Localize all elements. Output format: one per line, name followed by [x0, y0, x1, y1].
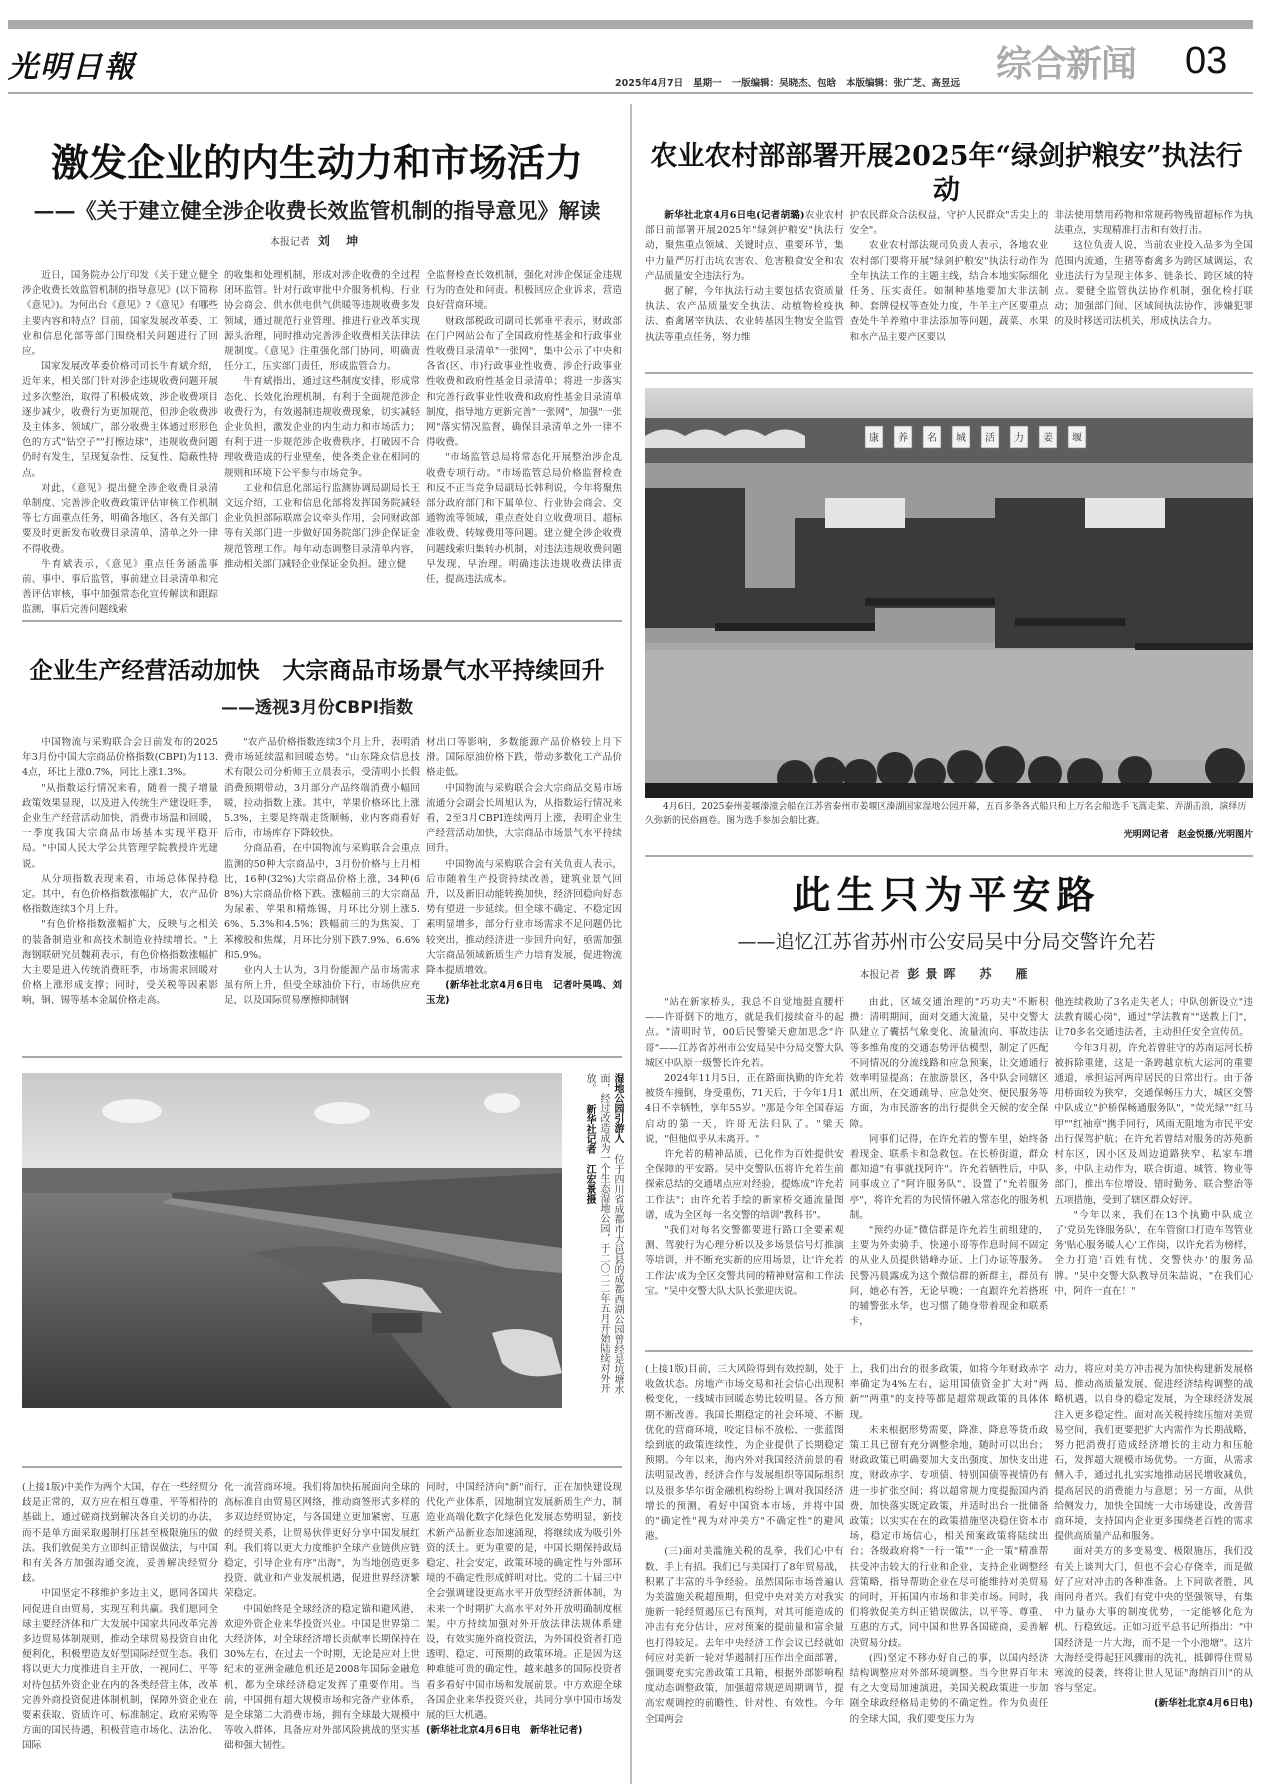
paragraph: 工业和信息化部运行监测协调局副局长王文远介绍，工业和信息化部将发挥国务院减轻企业负担部际联席会议牵头作用，会同财政部等有关部门进一步做好国务院部门涉企保证金规范管理工作。每年动态调整目录清单内容，推动相关部门减轻企业保证金负担。建立健	[224, 482, 420, 570]
article4-title: 此生只为平安路	[792, 872, 1101, 917]
article1-col2	[224, 268, 420, 608]
page-editors: 本版编辑：张广芝、高昱远	[846, 78, 961, 89]
paragraph: 未来根据形势需要，降准、降息等货币政策工具已留有充分调整余地，随时可以出台；财政政策已明确要加大支出强度、加快支出进度，财政赤字、专项债、特别国债等视情仍有进一步扩张空间；将以超常规力度提振国内消费，加快落实既定政策，并适时出台一批储备政策；以实实在在的政策措施坚决稳住资本市场，稳定市场信心，相关预案政策将陆续出台；各级政府将"一行一策""一企一策"精准帮扶受冲击较大的行业和企业，支持企业调整经营策略，指导帮助企业在尽可能维持对美贸易的同时，开拓国内市场和非美市场。同时，我们将敦促美方纠正错误做法，以平等、尊重、互惠的方式，同中国和世界各国磋商，妥善解决贸易分歧。	[849, 1424, 1049, 1649]
article5-body	[22, 1480, 622, 1780]
boat-festival-photo	[645, 388, 1253, 798]
wetland-park-image	[22, 1073, 562, 1408]
article3-body	[22, 735, 622, 1047]
paragraph: (四)坚定不移办好自己的事，以国内经济结构调整应对外部环境调整。当今世界百年未有之大变局加速演进，美国关税政策进一步加剧全球政经格局走势的不确定性。作为负责任的全球大国，我们要变压力为	[849, 1652, 1049, 1725]
article6-footer: (新华社北京4月6日电)	[1154, 1698, 1254, 1710]
paragraph: "预约办证"微信群是许允若生前组建的，主要为外卖骑手、快递小哥等作息时间不固定的从业人员提供错峰办证、上门办证等服务。民警冯晨露成为这个微信群的新群主，群员有问，她必有答，无论早晚；一直跟许允若搭班的辅警张永华，也习惯了随身带着现金和联系卡，	[849, 1225, 1049, 1328]
paragraph-text: 农业农村部日前部署开展2025年"绿剑护粮安"执法行动，聚焦重点领域、关键时点、重要环节，集中力量严厉打击坑农害农、危害粮食安全和农产品质量安全违法行为。	[645, 210, 844, 282]
paragraph: 国家发展改革委价格司司长牛育斌介绍，近年来，相关部门针对涉企违规收费问题开展过多次整治，取得了积极成效，涉企收费项目逐步减少，收费行为更加规范，但涉企收费涉及主体多、领域广，部分收费主体通过形形色色的方式"钻空子""打擦边球"，违规收费问题仍时有发生，呈现复杂性、反复性、隐蔽性特点。	[22, 361, 218, 479]
article5-col1	[22, 1480, 218, 1780]
byline-label: 本报记者	[859, 970, 900, 981]
article4-subtitle: ——追忆江苏省苏州市公安局吴中分局交警许允若	[737, 931, 1156, 953]
paragraph: "从指数运行情况来看，随着一揽子增量政策效果显现，以及进入传统生产建设旺季，企业生产经营活动加快，消费市场温和回暖，一季度我国大宗商品市场基本实现平稳开局。"中国人民大学公共管理学院教授许光建说。	[22, 782, 218, 870]
photo-credit: 新华社记者 江宏景摄	[584, 1104, 595, 1205]
paragraph: 中国始终是全球经济的稳定锚和避风港，欢迎外资企业来华投资兴业。中国是世界第二大经济体，对全球经济增长贡献率长期保持在30%左右，在过去一个时期，无论是应对上世纪末的亚洲金融危机还是2008年国际金融危机，都为全球经济稳定发挥了重要作用。当前，中国拥有超大规模市场和完备产业体系，是全球第二大消费市场，拥有全球最大规模中等收入群体，具备应对外部风险挑战的坚实基础和强大韧性。	[224, 1603, 420, 1752]
article2-col1	[645, 208, 844, 368]
article2-col2	[850, 208, 1049, 368]
paragraph: (上接1版)中美作为两个大国，存在一些经贸分歧是正常的，双方应在相互尊重、平等相待的基础上，通过磋商找到解决各自关切的办法，而不是单方面采取遏制打压甚至极限施压的做法。我们敦促美方立即纠正错误做法，与中国和有关各方加强沟通交流，妥善解决经贸分歧。	[22, 1482, 218, 1585]
paragraph: 今年3月初，许允若曾驻守的苏南运河长桥被拆除重建，这是一条跨越京杭大运河的重要通道，承担运河两岸居民的日常出行。由于备用桥面较为狭窄，交通保畅压力大，城区交警中队成立"护桥保畅通服务队"，"荧光绿""红马甲""红袖章"携手同行，风雨无阻地为市民平安出行保驾护航；在许允若曾结对服务的苏苑新村东区，因小区及周边道路狭窄、私家车增多，中队主动作为，联合街道、城管、物业等部门，推出车位增设、错时勤务、联合整治等五项措施，受到了辖区群众好评。	[1054, 1042, 1254, 1206]
paragraph: (上接1版)目前，三大风险得到有效控制，处于收敛状态。房地产市场交易和社会信心出现积极变化，一线城市回暖态势比较明显。各方预期不断改善。我国长期稳定的社会环境、不断优化的营商环境，咬定目标不放松、一张蓝图绘到底的政策连续性，为企业提供了长期稳定预期。今年以来，海内外对我国经济前景的看法明显改善，经济合作与发展组织等国际组织以及很多华尔街金融机构纷纷上调对我国经济增长的预测，看好中国资本市场，并将中国的"确定性"视为对冲美方"不确定性"的避风港。	[645, 1364, 844, 1543]
article1-byline	[8, 232, 626, 249]
newspaper-logo: 光明日報	[8, 50, 136, 85]
banner-char: 力	[1014, 433, 1024, 444]
section-rule	[645, 372, 1253, 374]
article4-byline	[640, 965, 1253, 982]
paragraph: 材出口等影响，多数能源产品价格较上月下滑。国际原油价格下跌，带动多数化工产品价格走低。	[426, 737, 622, 779]
banner-char: 康	[869, 433, 879, 444]
article3-title: 企业生产经营活动加快 大宗商品市场景气水平持续回升	[29, 657, 605, 684]
article6-col1	[645, 1362, 844, 1782]
column-divider	[630, 104, 632, 1784]
paragraph: 非法使用禁用药物和常规药物残留超标作为执法重点，实现精准打击和有效打击。	[1054, 210, 1254, 237]
paragraph: 同事们记得，在许允若的警车里，始终备着现金、联系卡和急救包。在长桥街道，群众都知道"有事就找阿许"。许允若牺牲后，中队同事成立了"阿许服务队"、设置了"允若服务亭"，将许允若的为民情怀融入常态化的服务机制。	[849, 1133, 1049, 1221]
paragraph: 分商品看，在中国物流与采购联合会重点监测的50种大宗商品中，3月份价格与上月相比，16种(32%)大宗商品价格上涨，34种(68%)大宗商品价格下跌。涨幅前三的大宗商品为尿素、苹果和精炼锡，月环比分别上涨5.6%、5.3%和4.5%；跌幅前三的为焦炭、丁苯橡胶和焦煤，月环比分别下跌7.9%、6.6%和5.9%。	[224, 843, 420, 961]
boat-festival-caption	[645, 800, 1253, 842]
paragraph: 许允若的精神品质，已化作为百姓提供安全保障的平安路。吴中交警队伍将许允若生前探索总结的交通堵点应对经验，提炼成"许允若工作法"；由许允若手绘的新家桥交通流量图谱，成为全区每一名交警的培训"教科书"。	[645, 1149, 844, 1221]
paragraph: 动力，将应对美方冲击视为加快构建新发展格局、推动高质量发展、促进经济结构调整的战略机遇，以自身的稳定发展，为全球经济发展注入更多稳定性。面对高关税持续压缩对美贸易空间，我们更要把扩大内需作为长期战略，努力把消费打造成经济增长的主动力和压舱石，发挥超大规模市场优势。一方面，从需求侧入手，通过扎扎实实地推动居民增收减负，提高居民的消费能力与意愿；另一方面，从供给侧发力，加快全国统一大市场建设，改善营商环境，支持国内企业更多围绕老百姓的需求提供高质量产品和服务。	[1054, 1364, 1254, 1543]
masthead-rule	[8, 92, 1253, 94]
byline-name: 刘 坤	[317, 234, 365, 248]
paragraph: 牛育斌表示，《意见》重点任务涵盖事前、事中、事后监管，事前建立目录清单和完善评估审核，事中加强常态化宣传解读和跟踪监测，事后完善问题线索	[22, 558, 218, 616]
section-rule	[22, 1466, 622, 1468]
paragraph: 中国物流与采购联合会日前发布的2025年3月份中国大宗商品价格指数(CBPI)为113.4点，环比上涨0.7%，同比上涨1.3%。	[22, 737, 218, 779]
caption-title: 湿地公园引游人	[612, 1073, 623, 1143]
article1-subtitle: ——《关于建立健全涉企收费长效监管机制的指导意见》解读	[33, 198, 601, 223]
article2-body	[645, 208, 1253, 368]
photo-credit: 光明网记者 赵金悦摄/光明图片	[1123, 830, 1253, 840]
wetland-park-caption	[568, 1073, 624, 1408]
article2-dateline: 新华社北京4月6日电(记者胡璐)	[664, 210, 805, 221]
section-rule	[645, 1350, 1253, 1352]
banner-char: 城	[956, 433, 966, 444]
paragraph: 中国物流与采购联合会大宗商品交易市场流通分会副会长周旭认为，从指数运行情况来看，2至3月CBPI连续两月上涨，表明企业生产经营活动加快，大宗商品市场景气水平持续回升。	[426, 782, 622, 855]
paragraph: "有色价格指数涨幅扩大，反映与之相关的装备制造业和高技术制造业持续增长。"上海钢联研究员魏莉表示，有色价格指数涨幅扩大主要是进入传统消费旺季，市场需求回暖对价格上涨形成支撑；同时，受关税等因素影响，铜、锡等基本金属价格走高。	[22, 919, 218, 1007]
byline-name: 彭景晖 苏 雁	[907, 967, 1034, 981]
paragraph: 由此，区域交通治理的"巧功夫"不断积攒：清明期间，面对交通大流量，吴中交警大队建立了囊括气象变化、流量流向、事故违法等多维角度的交通态势评估模型，制定了匹配不同情况的分流线路和应急预案，让交通通行效率明显提高；在旅游景区，各中队会同辖区派出所，在交通疏导、应急处突、便民服务等方面，为市民游客的出行提供全天候的安全保障。	[849, 997, 1049, 1130]
article3-footer: (新华社北京4月6日电 记者叶昊鸣、刘玉龙)	[426, 980, 622, 1007]
paragraph: "我们对每名交警都要进行路口全要素观测、驾驶行为心理分析以及多场景信号灯推演等培训，并不断充实新的应用场景，让'许允若工作法'成为全区交警共同的精神财富和工作法宝。"吴中交警大队大队长张迎庆说。	[645, 1225, 844, 1297]
section-rule	[645, 855, 1253, 857]
masthead-top-bar	[8, 20, 1253, 29]
article3-subtitle: ——透视3月份CBPI指数	[220, 698, 414, 718]
paragraph: 财政部税政司副司长郭垂平表示，财政部在门户网站公布了全国政府性基金和行政事业性收费目录清单"一张网"，集中公示了中央和各省(区、市)行政事业性收费、涉企行政事业性收费和政府性基金目录清单；将进一步落实和完善行政事业性收费和政府性基金目录清单制度，指导地方更新完善"一张网"，加强"一张网"落实情况监督，确保目录清单之外一律不得收费。	[426, 315, 622, 449]
page-number: 03	[1185, 40, 1228, 82]
paragraph	[645, 208, 844, 284]
section-name: 综合新闻	[996, 44, 1137, 85]
paragraph: 中国物流与采购联合会有关负责人表示，后市随着生产投资持续改善，建筑业景气回升，以及新旧动能转换加快，经济回稳向好态势有望进一步延续。但全球不确定、不稳定因素明显增多，部分行业市场需求不足问题仍比较突出，推动经济进一步回升向好，亟需加强大宗商品领域新质生产力培育发展，促进物流降本提质增效。	[426, 858, 622, 977]
article4-col3	[1054, 995, 1253, 1325]
banner-char: 名	[927, 433, 937, 444]
paragraph: (三)面对美滥施关税的乱拳，我们心中有数、手上有招。我们已与美国打了8年贸易战，积累了丰富的斗争经验。虽然国际市场普遍认为美滥施关税超预期，但党中央对美方对我实施新一轮经贸遏压已有预判，对其可能造成的冲击有充分估计，应对预案的提前量和富余量也打得较足。去年中央经济工作会议已经就如何应对美新一轮对华遏制打压作出全面部署，强调要充实完善政策工具箱，根据外部影响程度动态调整政策，加强超常规逆周期调节，提高宏观调控的前瞻性、针对性、有效性。今年全国两会	[645, 1546, 844, 1725]
front-page-editors: 一版编辑：吴晓杰、包晗	[731, 78, 837, 89]
banner-char: 养	[898, 433, 908, 444]
masthead-meta	[615, 75, 985, 89]
article5-col2	[224, 1480, 420, 1780]
paragraph: 业内人士认为，3月份能源产品市场需求虽有所上升，但受全球油价下行，市场供应充足，以及国际贸易摩擦抑制钢	[224, 965, 420, 1007]
paragraph: 中国坚定不移维护多边主义，愿同各国共同促进自由贸易，实现互利共赢。我们愿同全球主要经济体和广大发展中国家共同改革完善多边贸易体制规则，推动全球贸易投资自由化便利化，积极塑造友好型国际经贸生态。我们将以更大力度推进自主开放，一视同仁、平等对待包括外资企业在内的各类经营主体，改革完善外商投资促进体制机制，保障外资企业在要素获取、资质许可、标准制定、政府采购等方面的国民待遇，积极营造市场化、法治化、国际	[22, 1588, 218, 1752]
article6-col2	[850, 1362, 1049, 1782]
paragraph: 牛育斌指出，通过这些制度安排，形成常态化、长效化治理机制，有利于全面规范涉企收费行为，有效遏制违规收费现象，切实减轻企业负担，激发企业的内生动力和市场活力；有利于进一步规范涉企收费秩序，打破因不合理收费造成的行业壁垒，使各类企业在相同的规则和环境下公平参与市场竞争。	[224, 376, 420, 479]
issue-date: 2025年4月7日	[615, 78, 684, 89]
article1-col3	[426, 268, 622, 608]
wetland-park-photo	[22, 1073, 562, 1408]
paragraph: "今年以来，我们在13个执勤中队成立了'党员先锋服务队'，在车管窗口打造车驾管业务'贴心服务暖人心'工作岗，以许允若为榜样，全力打造'百姓有忧、交警快办'的服务品牌。"吴中交警大队教导员朱喆说，"在我们心中，阿许一直在！"	[1054, 1209, 1254, 1297]
banner-char: 姜	[1043, 433, 1053, 444]
paragraph: 他连续救助了3名走失老人；中队创新设立"违法教育暖心岗"，通过"学法教育""送教上门"，让70多名交通违法者，主动担任安全宣传员。	[1054, 997, 1254, 1039]
paragraph: 对此，《意见》提出健全涉企收费目录清单制度、完善涉企收费政策评估审核工作机制等七方面重点任务，明确各地区、各有关部门要及时更新发布收费目录清单，清单之外一律不得收费。	[22, 482, 218, 555]
section-rule	[22, 620, 622, 622]
boat-festival-image	[645, 388, 1253, 798]
article5-footer: (新华社北京4月6日电 新华社记者)	[426, 1725, 583, 1737]
article3-col1	[22, 735, 218, 1047]
paragraph: 全监督检查长效机制，强化对涉企保证金违规行为的查处和问责。积极回应企业诉求，营造良好营商环境。	[426, 270, 622, 312]
paragraph: 的收集和处理机制，形成对涉企收费的全过程闭环监管。针对行政审批中介服务机构、行业协会商会、供水供电供气供暖等违规收费多发领域，通过规范行业管理、推进行业改革实现源头治理，同时推动完善涉企收费相关法律法规制度。《意见》注重强化部门协同，明确责任分工，压实部门责任，形成监管合力。	[224, 270, 420, 373]
byline-label: 本报记者	[269, 237, 310, 248]
caption-text: 4月6日，2025泰州姜堰溱潼会船在江苏省泰州市姜堰区溱湖国家湿地公园开幕，五百多条各式船只和上万名会船选手飞篙走桨、弄湖击浪，演绎历久弥新的民俗画卷。图为选手参加会船比赛。	[645, 802, 1247, 826]
article4-col2	[849, 995, 1049, 1328]
paragraph: 上，我们出台的很多政策，如将今年财政赤字率确定为4%左右，运用国债资金扩大对"两新""两重"的支持等都是超常规政策的具体体现。	[849, 1364, 1049, 1421]
section-rule	[22, 1056, 622, 1058]
article1-body	[22, 268, 622, 616]
issue-weekday: 星期一	[693, 78, 722, 89]
paragraph: "站在新家桥头，我总不自觉地挺直腰杆——许哥倒下的地方，就是我们接续奋斗的起点。"清明时节，00后民警梁天愈加思念"许哥"——江苏省苏州市公安局吴中分局交警大队城区中队原一级警长许允若。	[645, 997, 844, 1069]
paragraph: 面对美方的多变易变、极限施压，我们没有关上谈判大门，但也不会心存侥幸，而是做好了应对冲击的各种准备。上下同欲者胜，风雨同舟者兴。我们有党中央的坚强领导，有集中力量办大事的制度优势，一定能够化危为机、行稳致远。正如习近平总书记所指出："中国经济是一片大海，而不是一个小池塘"。这片大海经受得起狂风骤雨的洗礼，抵御得住贸易寒流的侵袭，终将让世人见证"海纳百川"的从容与坚定。	[1054, 1546, 1254, 1695]
article3-col3	[426, 735, 622, 1047]
banner-char: 堰	[1072, 433, 1082, 444]
article4-col1	[645, 995, 844, 1325]
paragraph: 近日，国务院办公厅印发《关于建立健全涉企收费长效监管机制的指导意见》(以下简称《意见》)。为何出台《意见》?《意见》有哪些主要内容和特点？目前，国家发展改革委、工业和信息化部等部门围绕相关问题进行了回应。	[22, 270, 218, 358]
article5-col3	[426, 1480, 622, 1780]
paragraph: 据了解，今年执法行动主要包括农资质量执法、农产品质量安全执法、动植物检疫执法、畜禽屠宰执法、农业转基因生物安全监管执法等重点任务，努力维	[645, 286, 844, 343]
paragraph: "农产品价格指数连续3个月上升，表明消费市场延续温和回暖态势。"山东隆众信息技术有限公司分析师王立晨表示，受清明小长假消费预期带动，3月部分产品终端消费小幅回暖，拉动指数上涨。其中，苹果价格环比上涨5.3%，主要是终端走货顺畅，业内客商看好后市，市场库存下降较快。	[224, 737, 420, 840]
banner-char: 活	[985, 433, 995, 444]
article2-col3	[1054, 208, 1253, 368]
paragraph: 从分项指数表现来看，市场总体保持稳定。其中，有色价格指数涨幅扩大，农产品价格指数连续3个月上升。	[22, 873, 218, 916]
article6-col3	[1054, 1362, 1253, 1782]
paragraph: 护农民群众合法权益，守护人民群众"舌尖上的安全"。	[849, 210, 1049, 237]
paragraph: 2024年11月5日，正在路面执勤的许允若被货车撞倒，身受重伤，71天后，于今年1月14日不幸牺牲，享年55岁。"那是今年全国春运启动的第一天，许哥无法归队了。"梁天说，"但他似乎从未离开。"	[645, 1073, 844, 1145]
article6-body	[645, 1362, 1253, 1782]
article1-col1	[22, 268, 218, 616]
paragraph: 农业农村部法规司负责人表示，各地农业农村部门要将开展"绿剑护粮安"执法行动作为全年执法工作的主题主线，结合本地实际细化任务、压实责任。如制种基地要加大非法制种、套牌侵权等查处力度，牛羊主产区要重点查处牛羊养殖中非法添加等问题，蔬菜、水果和水产品主要产区要以	[849, 240, 1049, 343]
article2-title: 农业农村部部署开展2025年“绿剑护粮安”执法行动	[650, 141, 1243, 206]
article1-title: 激发企业的内生动力和市场活力	[50, 141, 583, 185]
article4-body	[645, 995, 1254, 1328]
paragraph: 同时，中国经济向"新"而行，正在加快建设现代化产业体系，因地制宜发展新质生产力，制造业高端化数字化绿色化发展态势明显，新技术新产品新业态加速涌现，将继续成为吸引外资的沃土。更为重要的是，中国长期保持政局稳定、社会安定，政策环境的确定性与外部环境的不确定性形成鲜明对比。党的二十届三中全会强调建设更高水平开放型经济新体制，为未来一个时期扩大高水平对外开放明确制度框架。中方持续加强对外开放法律法规体系建设，有效实施外商投资法，为外国投资者打造透明、稳定、可预期的政策环境。正是因为这种难能可贵的确定性，越来越多的国际投资者看多看好中国市场和发展前景。中方欢迎全球各国企业来华投资兴业，共同分享中国市场发展的巨大机遇。	[426, 1482, 622, 1722]
paragraph: 化一流营商环境。我们将加快拓展面向全球的高标准自由贸易区网络，推动商签形式多样的多双边经贸协定，与各国建立更加紧密、互惠的经贸关系，让贸易伙伴更好分享中国发展红利。我们将以更大力度维护全球产业链供应链稳定，引导企业有序"出海"，为当地创造更多投资、就业和产业发展机遇，促进世界经济繁荣稳定。	[224, 1482, 420, 1600]
article3-col2	[224, 735, 420, 1047]
paragraph: "市场监管总局将常态化开展整治涉企乱收费专项行动。"市场监管总局价格监督检查和反不正当竞争局副局长韩利说，今年将聚焦部分政府部门和下属单位、行业协会商会、交通物流等领域，重点查处自立收费项目、超标准收费、转嫁费用等问题。建立健全涉企收费问题线索归集转办机制，对违法违规收费问题早发现、早治理。明确违法违规收费法律责任，提高违法成本。	[426, 452, 622, 586]
caption-text: 位于四川省成都市大邑县的成都西湖公园曾经是坑塘水面，经过改造成为一个生态湿地公园，于二〇二二年五月开始陆续对外开放。	[584, 1073, 623, 1395]
paragraph: 这位负责人说，当前农业投入品多为全国范围内流通，生猪等畜禽多为跨区域调运，农业违法行为呈现主体多、链条长、跨区域的特点。要健全监管执法协作机制，强化检打联动；加强部门间、区域间执法协作，涉嫌犯罪的及时移送司法机关，形成执法合力。	[1054, 240, 1254, 328]
